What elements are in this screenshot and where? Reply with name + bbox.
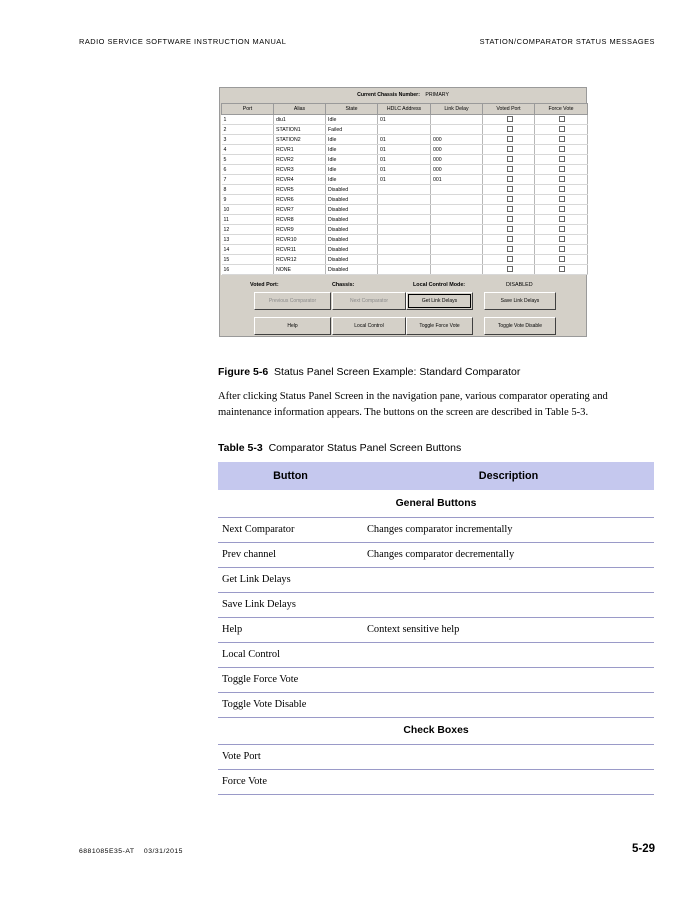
grid-cell: Idle <box>326 145 378 155</box>
grid-cell: RCVR6 <box>274 195 326 205</box>
toggle-vote-disable-button[interactable]: Toggle Vote Disable <box>484 317 556 335</box>
chassis-label: Chassis: <box>332 282 355 288</box>
voted-port-checkbox[interactable] <box>507 176 513 182</box>
description-cell <box>363 769 654 794</box>
grid-cell <box>378 265 431 275</box>
grid-cell: 3 <box>222 135 274 145</box>
grid-cell: RCVR9 <box>274 225 326 235</box>
grid-cell: RCVR8 <box>274 215 326 225</box>
grid-cell: 01 <box>378 165 431 175</box>
button-name-cell: Prev channel <box>218 542 363 567</box>
force-vote-checkbox[interactable] <box>559 236 565 242</box>
table-row[interactable] <box>222 165 588 175</box>
grid-cell: 001 <box>431 175 483 185</box>
force-vote-checkbox[interactable] <box>559 226 565 232</box>
voted-port-label: Voted Port: <box>250 282 279 288</box>
grid-cell: Idle <box>326 115 378 125</box>
grid-cell: RCVR7 <box>274 205 326 215</box>
button-name-cell: Toggle Vote Disable <box>218 692 363 717</box>
grid-cell: Idle <box>326 135 378 145</box>
grid-cell: 9 <box>222 195 274 205</box>
voted-port-checkbox[interactable] <box>507 116 513 122</box>
grid-cell: RCVR5 <box>274 185 326 195</box>
grid-cell <box>378 195 431 205</box>
button-name-cell: Get Link Delays <box>218 567 363 592</box>
table-row[interactable] <box>222 145 588 155</box>
grid-cell <box>378 185 431 195</box>
voted-port-checkbox[interactable] <box>507 266 513 272</box>
running-header-right: STATION/COMPARATOR STATUS MESSAGES <box>479 37 655 46</box>
figure-caption: Figure 5-6 Status Panel Screen Example: Standard Comparator <box>218 366 521 378</box>
help-button[interactable]: Help <box>254 317 331 335</box>
grid-cell: Disabled <box>326 265 378 275</box>
grid-column-header: Alias <box>274 104 326 115</box>
grid-cell: 6 <box>222 165 274 175</box>
port-status-table <box>221 103 588 275</box>
grid-cell <box>378 255 431 265</box>
voted-port-checkbox[interactable] <box>507 236 513 242</box>
section-title: Check Boxes <box>218 717 654 744</box>
grid-cell: 01 <box>378 145 431 155</box>
force-vote-checkbox[interactable] <box>559 166 565 172</box>
voted-port-checkbox[interactable] <box>507 246 513 252</box>
table-row[interactable] <box>222 135 588 145</box>
grid-cell <box>431 235 483 245</box>
table-row[interactable] <box>222 245 588 255</box>
grid-cell <box>378 215 431 225</box>
grid-cell: RCVR3 <box>274 165 326 175</box>
grid-cell: 01 <box>378 155 431 165</box>
voted-port-checkbox[interactable] <box>507 136 513 142</box>
voted-port-checkbox[interactable] <box>507 256 513 262</box>
grid-cell: Idle <box>326 175 378 185</box>
grid-column-header: HDLC Address <box>378 104 431 115</box>
grid-cell <box>431 215 483 225</box>
grid-cell: 000 <box>431 135 483 145</box>
grid-cell: RCVR4 <box>274 175 326 185</box>
grid-cell <box>378 245 431 255</box>
grid-cell <box>431 185 483 195</box>
grid-column-header: State <box>326 104 378 115</box>
force-vote-checkbox[interactable] <box>559 156 565 162</box>
table-row[interactable] <box>222 235 588 245</box>
table-row <box>218 769 654 794</box>
description-cell <box>363 744 654 769</box>
grid-cell: RCVR2 <box>274 155 326 165</box>
grid-cell: 5 <box>222 155 274 165</box>
column-header-button: Button <box>218 462 363 490</box>
description-cell <box>363 592 654 617</box>
table-row <box>218 744 654 769</box>
grid-cell: 4 <box>222 145 274 155</box>
table-row[interactable] <box>222 195 588 205</box>
grid-cell: 000 <box>431 165 483 175</box>
grid-cell: Idle <box>326 165 378 175</box>
description-cell <box>363 567 654 592</box>
grid-column-header: Force Vote <box>535 104 588 115</box>
description-cell <box>363 692 654 717</box>
grid-cell: STATION2 <box>274 135 326 145</box>
local-control-mode-label: Local Control Mode: <box>413 282 466 288</box>
table-row <box>218 667 654 692</box>
grid-cell: 8 <box>222 185 274 195</box>
table-row <box>218 542 654 567</box>
grid-cell: STATION1 <box>274 125 326 135</box>
description-cell <box>363 642 654 667</box>
grid-cell <box>378 205 431 215</box>
status-panel-screenshot <box>219 87 587 337</box>
table-row <box>218 567 654 592</box>
table-row[interactable] <box>222 255 588 265</box>
description-cell: Context sensitive help <box>363 617 654 642</box>
column-header-description: Description <box>363 462 654 490</box>
grid-cell: 12 <box>222 225 274 235</box>
table-row <box>218 642 654 667</box>
grid-cell <box>431 245 483 255</box>
local-control-mode-value: DISABLED <box>506 282 533 288</box>
force-vote-checkbox[interactable] <box>559 266 565 272</box>
grid-cell <box>431 265 483 275</box>
force-vote-checkbox[interactable] <box>559 246 565 252</box>
grid-cell: Idle <box>326 155 378 165</box>
grid-cell <box>378 125 431 135</box>
table-row[interactable] <box>222 205 588 215</box>
grid-cell: RCVR10 <box>274 235 326 245</box>
body-paragraph: After clicking Status Panel Screen in the navigation pane, various comparator operating and maintenance information appears. The buttons on the screen are described in Table 5-3. <box>218 391 608 418</box>
grid-cell: Disabled <box>326 185 378 195</box>
table-row[interactable] <box>222 125 588 135</box>
chassis-number-label: Current Chassis Number: <box>357 92 420 98</box>
table-row[interactable] <box>222 115 588 125</box>
grid-cell: Disabled <box>326 195 378 205</box>
force-vote-checkbox[interactable] <box>559 206 565 212</box>
table-row <box>218 517 654 542</box>
force-vote-checkbox[interactable] <box>559 256 565 262</box>
grid-cell: Disabled <box>326 235 378 245</box>
force-vote-checkbox[interactable] <box>559 186 565 192</box>
section-title: General Buttons <box>218 490 654 517</box>
table-row[interactable] <box>222 265 588 275</box>
grid-cell: 01 <box>378 115 431 125</box>
button-name-cell: Save Link Delays <box>218 592 363 617</box>
voted-port-checkbox[interactable] <box>507 156 513 162</box>
grid-cell: NONE <box>274 265 326 275</box>
previous-comparator-button[interactable]: Previous Comparator <box>254 292 331 310</box>
table-row <box>218 617 654 642</box>
grid-cell: 16 <box>222 265 274 275</box>
grid-cell: Disabled <box>326 225 378 235</box>
grid-cell: RCVR12 <box>274 255 326 265</box>
grid-cell <box>431 225 483 235</box>
voted-port-checkbox[interactable] <box>507 126 513 132</box>
grid-cell: 2 <box>222 125 274 135</box>
grid-cell: 15 <box>222 255 274 265</box>
grid-cell: Disabled <box>326 255 378 265</box>
button-name-cell: Next Comparator <box>218 517 363 542</box>
page-number: 5-29 <box>631 843 655 855</box>
description-cell: Changes comparator decrementally <box>363 542 654 567</box>
chassis-number <box>220 92 586 98</box>
buttons-description-table <box>218 462 654 795</box>
grid-cell: 14 <box>222 245 274 255</box>
voted-port-checkbox[interactable] <box>507 216 513 222</box>
grid-cell: 1 <box>222 115 274 125</box>
force-vote-checkbox[interactable] <box>559 136 565 142</box>
grid-cell <box>431 115 483 125</box>
button-name-cell: Vote Port <box>218 744 363 769</box>
force-vote-checkbox[interactable] <box>559 146 565 152</box>
voted-port-checkbox[interactable] <box>507 186 513 192</box>
table-row[interactable] <box>222 175 588 185</box>
force-vote-checkbox[interactable] <box>559 196 565 202</box>
grid-cell: 01 <box>378 175 431 185</box>
force-vote-checkbox[interactable] <box>559 216 565 222</box>
voted-port-checkbox[interactable] <box>507 146 513 152</box>
table-row[interactable] <box>222 185 588 195</box>
button-name-cell: Force Vote <box>218 769 363 794</box>
grid-cell: 01 <box>378 135 431 145</box>
grid-cell: 13 <box>222 235 274 245</box>
voted-port-checkbox[interactable] <box>507 196 513 202</box>
table-row <box>218 692 654 717</box>
force-vote-checkbox[interactable] <box>559 126 565 132</box>
save-link-delays-button[interactable]: Save Link Delays <box>484 292 556 310</box>
voted-port-checkbox[interactable] <box>507 206 513 212</box>
grid-cell: 7 <box>222 175 274 185</box>
table-caption: Table 5-3 Comparator Status Panel Screen Buttons <box>218 442 462 454</box>
button-name-cell: Toggle Force Vote <box>218 667 363 692</box>
force-vote-checkbox[interactable] <box>559 116 565 122</box>
grid-cell: 000 <box>431 145 483 155</box>
grid-column-header: Link Delay <box>431 104 483 115</box>
grid-cell <box>431 255 483 265</box>
table-row[interactable] <box>222 225 588 235</box>
get-link-delays-button[interactable]: Get Link Delays <box>406 292 473 310</box>
grid-cell <box>431 195 483 205</box>
grid-cell <box>431 125 483 135</box>
grid-cell: Disabled <box>326 215 378 225</box>
table-row[interactable] <box>222 155 588 165</box>
grid-cell: diu1 <box>274 115 326 125</box>
grid-cell: 10 <box>222 205 274 215</box>
local-control-button[interactable]: Local Control <box>332 317 406 335</box>
chassis-number-value: PRIMARY <box>425 92 449 98</box>
grid-cell <box>378 235 431 245</box>
grid-cell <box>378 225 431 235</box>
grid-cell: 11 <box>222 215 274 225</box>
grid-cell: Disabled <box>326 205 378 215</box>
next-comparator-button[interactable]: Next Comparator <box>332 292 406 310</box>
table-row <box>218 592 654 617</box>
grid-cell: 000 <box>431 155 483 165</box>
toggle-force-vote-button[interactable]: Toggle Force Vote <box>406 317 473 335</box>
description-cell: Changes comparator incrementally <box>363 517 654 542</box>
grid-column-header: Voted Port <box>483 104 535 115</box>
grid-cell: RCVR11 <box>274 245 326 255</box>
description-cell <box>363 667 654 692</box>
grid-cell: RCVR1 <box>274 145 326 155</box>
grid-cell: Disabled <box>326 245 378 255</box>
voted-port-checkbox[interactable] <box>507 166 513 172</box>
grid-cell <box>431 205 483 215</box>
grid-column-header: Port <box>222 104 274 115</box>
voted-port-checkbox[interactable] <box>507 226 513 232</box>
button-name-cell: Local Control <box>218 642 363 667</box>
table-row[interactable] <box>222 215 588 225</box>
document-number: 6881085E35-AT 03/31/2015 <box>79 848 183 855</box>
force-vote-checkbox[interactable] <box>559 176 565 182</box>
grid-cell: Failed <box>326 125 378 135</box>
button-name-cell: Help <box>218 617 363 642</box>
running-header-left: RADIO SERVICE SOFTWARE INSTRUCTION MANUAL <box>79 37 287 46</box>
